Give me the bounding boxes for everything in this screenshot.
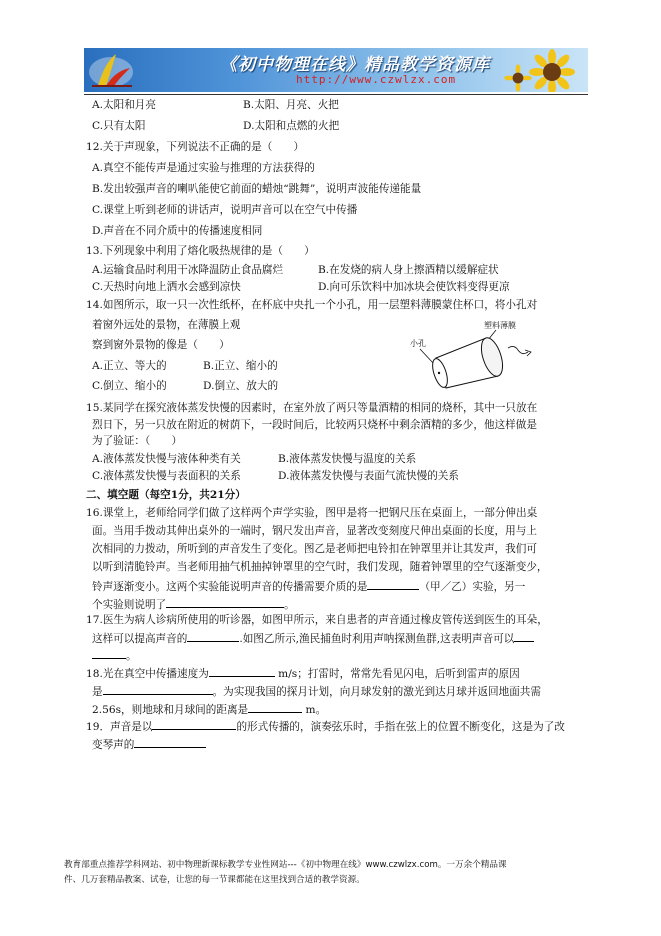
q15-stem-2: 烈日下，另一只放在附近的树荫下，一段时间后，比较两只烧杯中剩余酒精的多少，他这样做是 xyxy=(92,419,537,431)
q13-stem: 13.下列现象中利用了熔化吸热规律的是（ ） xyxy=(86,245,315,257)
q12-option-b: B.发出较强声音的喇叭能使它前面的蜡烛“跳舞”，说明声波能传递能量 xyxy=(92,183,422,195)
q16-line-3: 次相同的力拨动，所听到的声音发生了变化。图乙是老师把电铃扣在钟罩里并让其发声，我们可 xyxy=(92,543,537,555)
banner-url[interactable]: http://www.czwlzx.com xyxy=(296,73,457,86)
q18-line-3-text-b: m。 xyxy=(305,704,327,716)
q15-option-b: B.液体蒸发快慢与温度的关系 xyxy=(278,453,417,465)
q17-blank-2[interactable] xyxy=(514,630,534,642)
q16-line-1: 16.课堂上，老师给同学们做了这样两个声学实验，图甲是将一把钢尺压在桌面上，一部分伸出桌 xyxy=(86,507,538,519)
q15-stem-3: 为了验证：（ ） xyxy=(92,435,183,447)
q16-line-6 xyxy=(92,596,295,612)
section-2-heading: 二、填空题（每空1分，共21分） xyxy=(86,489,246,501)
q14-option-d: D.倒立、放大的 xyxy=(203,380,279,392)
q16-line-5 xyxy=(92,578,525,594)
sunflower-icon xyxy=(494,48,586,92)
q14-stem-2: 着窗外远处的景物，在薄膜上观 xyxy=(92,319,241,331)
q19-line-1 xyxy=(86,718,565,734)
q17-line-2 xyxy=(92,630,534,646)
q19-line-2-text: 变琴声的 xyxy=(92,739,135,751)
film-label: 塑料薄膜 xyxy=(484,321,516,330)
q16-blank-2[interactable] xyxy=(166,596,284,608)
q12-option-d: D.声音在不同介质中的传播速度相同 xyxy=(92,225,263,237)
q18-line-1-text-b: m/s；打雷时，常常先看见闪电，后听到雷声的原因 xyxy=(278,668,520,680)
q17-line-1: 17.医生为病人诊病所使用的听诊器，如图甲所示，来自患者的声音通过橡皮管传送到医生的耳朵， xyxy=(86,614,548,626)
q17-line-3 xyxy=(92,647,137,663)
q14-option-b: B.正立、缩小的 xyxy=(203,360,278,372)
q17-line-2-text-b: .如图乙所示,渔民捕鱼时利用声呐探测鱼群,这表明声音可以 xyxy=(239,633,515,645)
hole-label: 小孔 xyxy=(410,339,426,348)
q16-blank-1[interactable] xyxy=(367,578,419,590)
q15-option-c: C.液体蒸发快慢与表面积的关系 xyxy=(92,470,241,482)
q16-line-6-text-a: 个实验则说明了 xyxy=(92,599,167,611)
q12-option-c: C.课堂上听到老师的讲话声，说明声音可以在空气中传播 xyxy=(92,204,358,216)
q17-line-2-text-a: 这样可以提高声音的 xyxy=(92,633,188,645)
q12-stem: 12.关于声现象，下列说法不正确的是（ ） xyxy=(86,141,305,153)
q16-line-4: 以听到清脆铃声。当老师用抽气机抽掉钟罩里的空气时，我们发现，随着钟罩里的空气逐渐变少， xyxy=(92,561,548,573)
q15-option-a: A.液体蒸发快慢与液体种类有关 xyxy=(92,453,241,465)
q16-line-5-text-a: 铃声逐渐变小。这两个实验能说明声音的传播需要介质的是 xyxy=(92,581,368,593)
q17-blank-1[interactable] xyxy=(187,630,239,642)
q15-option-d: D.液体蒸发快慢与表面气流快慢的关系 xyxy=(278,470,459,482)
pinhole-cup-figure xyxy=(398,318,558,390)
q18-blank-1[interactable] xyxy=(209,665,275,677)
q14-option-c: C.倒立、缩小的 xyxy=(92,380,167,392)
q18-blank-2[interactable] xyxy=(103,683,213,695)
q18-line-2 xyxy=(92,683,541,699)
footer-line-2: 件、几万套精品教案、试卷，让您的每一节课都能在这里找到合适的教学资源。 xyxy=(64,875,365,885)
q19-blank-2[interactable] xyxy=(134,736,206,748)
q18-line-2-text-b: 。为实现我国的探月计划，向月球发射的激光到达月球并返回地面共需 xyxy=(212,686,541,698)
q11-option-b: B.太阳、月亮、火把 xyxy=(243,99,339,111)
q17-blank-2-cont[interactable] xyxy=(92,647,126,659)
q19-line-1-text-b: 的形式传播的，演奏弦乐时，手指在弦上的位置不断变化，这是为了改 xyxy=(236,721,565,733)
q11-option-d: D.太阳和点燃的火把 xyxy=(243,120,340,132)
q18-line-1-text-a: 18.光在真空中传播速度为 xyxy=(86,668,209,680)
q13-option-a: A.运输食品时利用干冰降温防止食品腐烂 xyxy=(92,264,284,276)
banner-title: 《初中物理在线》精品教学资源库 xyxy=(220,55,490,75)
q11-option-c: C.只有太阳 xyxy=(92,120,146,132)
q14-option-a: A.正立、等大的 xyxy=(92,360,167,372)
q18-line-3-text-a: 2.56s，则地球和月球间的距离是 xyxy=(92,704,249,716)
q15-stem-1: 15.某同学在探究液体蒸发快慢的因素时，在室外放了两只等量酒精的相同的烧杯，其中一只放在 xyxy=(86,402,538,414)
q18-line-1 xyxy=(86,665,520,681)
q19-line-1-text-a: 19．声音是以 xyxy=(86,721,153,733)
q16-line-6-text-b: 。 xyxy=(284,599,295,611)
q12-option-a: A.真空不能传声是通过实验与推理的方法获得的 xyxy=(92,162,315,174)
q11-option-a: A.太阳和月亮 xyxy=(92,99,156,111)
footer-line-1: 教育部重点推荐学科网站、初中物理新课标教学专业性网站---《初中物理在线》www.czwlzx.com。一万余个精品课 xyxy=(64,860,507,870)
q14-stem-3: 察到窗外景物的像是（ ） xyxy=(92,339,230,351)
q18-line-3 xyxy=(92,701,326,717)
q19-line-2 xyxy=(92,736,206,752)
site-logo-icon xyxy=(86,50,136,90)
q16-line-5-text-b: （甲／乙）实验，另一 xyxy=(419,581,526,593)
q18-blank-3[interactable] xyxy=(248,701,302,713)
q18-line-2-text-a: 是 xyxy=(92,686,103,698)
header-banner xyxy=(84,48,588,92)
q13-option-b: B.在发烧的病人身上擦酒精以缓解症状 xyxy=(318,264,499,276)
q13-option-d: D.向可乐饮料中加冰块会使饮料变得更凉 xyxy=(318,281,510,293)
q14-stem-1: 14.如图所示，取一只一次性纸杯，在杯底中央扎一个小孔，用一层塑料薄膜蒙住杯口，将小孔对 xyxy=(86,299,538,311)
header-divider xyxy=(84,94,588,95)
q13-option-c: C.天热时向地上洒水会感到凉快 xyxy=(92,281,241,293)
q16-line-2: 面。当用手拨动其伸出桌外的一端时，钢尺发出声音，显著改变刻度尺伸出桌面的长度，用与上 xyxy=(92,525,537,537)
q17-line-3-text: 。 xyxy=(126,650,137,662)
q19-blank-1[interactable] xyxy=(152,718,236,730)
